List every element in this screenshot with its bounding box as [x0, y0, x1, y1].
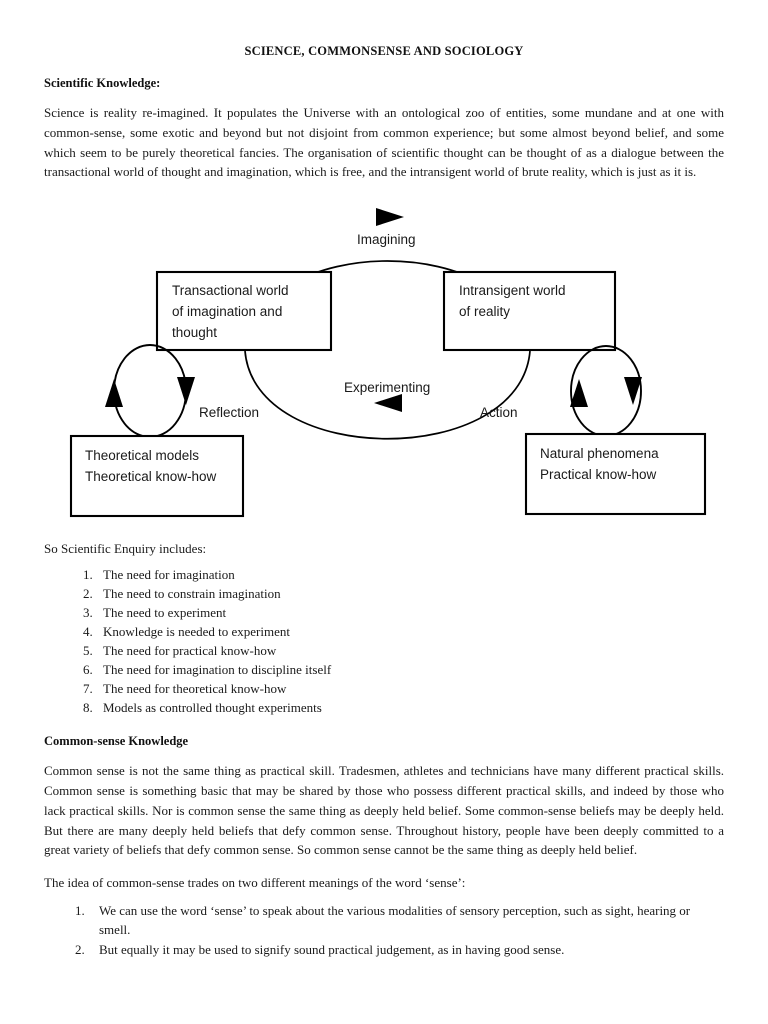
list-lead-in-meanings-of-sense: The idea of common-sense trades on two different meanings of the word ‘sense’: [44, 875, 466, 891]
arc-label-experimenting: Experimenting [344, 380, 431, 395]
list-item: 5. The need for practical know-how [96, 641, 724, 660]
arrowhead-action-up [570, 379, 588, 407]
box-line-1: Intransigent world [459, 283, 566, 298]
page-title: SCIENCE, COMMONSENSE AND SOCIOLOGY [244, 44, 524, 58]
box-line-2: Theoretical know-how [85, 469, 217, 484]
list-item: 1. The need for imagination [96, 565, 724, 584]
list-scientific-enquiry [44, 559, 724, 718]
loop-label-reflection: Reflection [199, 405, 260, 420]
box-line-2: of imagination and [172, 304, 283, 319]
diagram-box-transactional-world [157, 272, 331, 350]
loop-reflection [105, 345, 259, 437]
box-line-1: Transactional world [172, 283, 289, 298]
list-item: 1. We can use the word ‘sense’ to speak about the various modalities of sensory perception, such as sight, hearing or smell. [88, 901, 724, 940]
box-line-2: of reality [459, 304, 511, 319]
list-item: 6. The need for imagination to discipline itself [96, 660, 724, 679]
box-line-2: Practical know-how [540, 467, 657, 482]
list-item: 2. But equally it may be used to signify sound practical judgement, as in having good sense. [88, 940, 724, 960]
paragraph-common-sense-knowledge: Common sense is not the same thing as practical skill. Tradesmen, athletes and technicians have many different practical skills. Common sense is something basic that may be shared by those who possess different practical skills, and indeed by those who lack practical skills. Nor is common sense the same thing as deeply held belief. Some common-sense beliefs may be deeply held. But there are many deeply held beliefs that defy common sense. Throughout history, people have been deeply committed to a great variety of beliefs that defy common sense. So common sense cannot be the same thing as deeply held belief. [44, 763, 724, 858]
box-line-3: thought [172, 325, 218, 340]
list-meanings-of-sense [44, 893, 724, 960]
box-line-1: Theoretical models [85, 448, 200, 463]
loop-label-action: Action [480, 405, 518, 420]
section-heading-scientific-knowledge: Scientific Knowledge: [44, 76, 161, 90]
list-lead-in-scientific-enquiry: So Scientific Enquiry includes: [44, 541, 207, 556]
arrowhead-imagining [376, 208, 404, 226]
document-content-lower [44, 526, 724, 959]
document-content [44, 0, 724, 182]
loop-action [480, 346, 642, 436]
list-item: 8. Models as controlled thought experiments [96, 698, 724, 717]
list-item: 3. The need to experiment [96, 603, 724, 622]
arc-label-imagining: Imagining [357, 232, 416, 247]
list-item: 4. Knowledge is needed to experiment [96, 622, 724, 641]
arrowhead-reflection-down [177, 377, 195, 405]
arrowhead-reflection-up [105, 379, 123, 407]
section-heading-common-sense-knowledge: Common-sense Knowledge [44, 734, 189, 749]
list-item: 7. The need for theoretical know-how [96, 679, 724, 698]
science-dialogue-diagram [0, 196, 768, 526]
list-item: 2. The need to constrain imagination [96, 584, 724, 603]
paragraph-scientific-knowledge: Science is reality re-imagined. It populates the Universe with an ontological zoo of entities, some mundane and at one with common-sense, some exotic and beyond but not disjoint from common experience; but some almost beyond belief, and some which seem to be purely theoretical fancies. The organisation of scientific thought can be thought of as a dialogue between the transactional world of thought and imagination, which is free, and the intransigent world of brute reality, which is just as it is. [44, 105, 724, 180]
diagram-box-intransigent-world [444, 272, 615, 350]
diagram-box-theoretical-models [71, 436, 243, 516]
arrowhead-experimenting [374, 394, 402, 412]
box-line-1: Natural phenomena [540, 446, 659, 461]
diagram-box-natural-phenomena [526, 434, 705, 514]
